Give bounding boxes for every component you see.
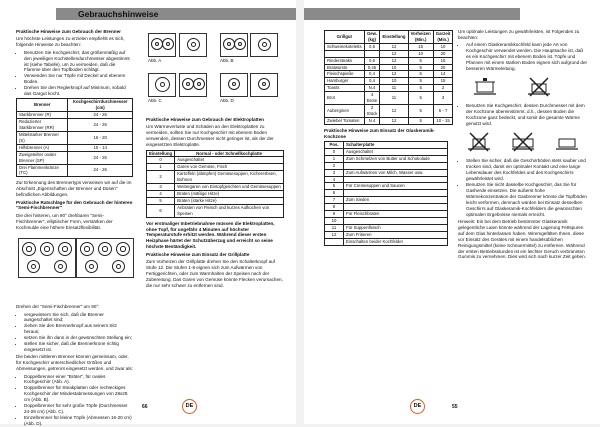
table-cell: 5: [408, 117, 433, 124]
table-cell: 12: [380, 43, 408, 50]
pot-correct-icon: [554, 130, 580, 152]
pot-figures-row: [458, 73, 588, 103]
table-row: [325, 231, 448, 238]
right-column-2: [458, 29, 588, 381]
page-number: 55: [452, 404, 458, 410]
table-row: [147, 190, 284, 197]
table-cell: Zwiebel Tomaten: [325, 117, 365, 124]
table-cell: Hilfsbrenner (A): [17, 144, 68, 151]
figure-b2: [250, 33, 278, 57]
paragraph: Zum Vorheizen der Grillplatte drehen Sie den Schalterknopf auf Stufe 12. Die Stufen 1-8 eignen sich zum Aufwärmen von Fertiggerichten, oder zum Warmhalten der Speisen nach der Zubereitung. Das Garen von Gemüse könnte Flecken verursachen, die nur sehr schwer zu entfernen sind.: [146, 259, 283, 288]
grill-table: [324, 30, 453, 125]
table-cell: 0: [147, 157, 175, 164]
table-row: [325, 217, 448, 224]
table-cell: Ausgeschaltet: [175, 157, 284, 164]
table-cell: 10: [380, 78, 408, 85]
section-heading: Praktische Hinweise zum Gebrauch der Elektroplatten: [146, 117, 264, 122]
section-heading: Praktische Hinweise zum Einsatz der Glaskeramik-Kochzone: [324, 127, 435, 139]
table-cell: Zum Fritieren: [344, 231, 448, 238]
table-row: [325, 197, 448, 204]
table-row: [17, 164, 133, 177]
table-row: [17, 151, 133, 164]
paragraph: Um höchste Leistungen zu erzielen empfiehlt es sich, folgende Hinweise zu beachten:: [16, 36, 125, 48]
table-row: [325, 224, 448, 231]
table-header-cell: Brenner: [17, 99, 68, 112]
figure-c2: [179, 73, 207, 97]
table-cell: 3: [433, 92, 453, 105]
table-cell: 5: [408, 71, 433, 78]
burner-icon: [22, 242, 36, 256]
table-cell: 24 - 26: [68, 119, 133, 132]
table-header-cell: Garzeit (Min.): [433, 31, 453, 44]
table-cell: Weitergaren von Eintopfgerichten und Gemüsesuppen: [175, 184, 284, 191]
table-cell: Zweigeteilter ovaler Brenner (SP): [17, 151, 68, 164]
table-cell: Anbraten von Fleisch und kurzes Aufkochen von Speisen: [175, 204, 284, 217]
header-bar: [56, 8, 296, 20]
pot-incorrect-icon: [510, 130, 536, 152]
paragraph: Die beiden mittleren Brenner können gemeinsam, oder, für Kochgeschirr unterschiedlicher Größen und Abmessungen, getrennt eingesetzt werden, und zwar als:: [16, 354, 133, 372]
pot-correct-icon: [472, 75, 498, 97]
burner-icon: [116, 242, 130, 256]
table-cell: 10 - 15: [433, 117, 453, 124]
table-cell: Fleischspieße: [325, 71, 365, 78]
list-item: • Stellen Sie sicher, daß die Geschirrböden stets sauber und trocken sind, damit ein optimaler Kontakt und eine lange Lebensdauer des Kochfeldes und des Kochgeschirrs gewährleistet wird.: [466, 158, 588, 182]
table-cell: 10: [380, 64, 408, 71]
ceramic-table: [324, 141, 448, 246]
table-cell: 2 Stück: [364, 104, 380, 117]
pot-incorrect-icon: [526, 75, 552, 97]
table-cell: 5: [408, 64, 433, 71]
header-bar: [304, 8, 520, 20]
table-cell: 5: [408, 57, 433, 64]
table-cell: 2: [433, 85, 453, 92]
list-item: • Auf einem Glaskeramikkochfeld kann jede Art von Kochgeschirr verwendet werden. Die Hauptsache ist, daß es ein Kochgeschirr mit ebenem Boden ist. Töpfe und Pfannen mit einem starken Boden eignen sich aufgrund der besseren Wärmeleitung.: [466, 42, 588, 72]
table-cell: 12: [380, 104, 408, 117]
list-item: • Doppelbrenner einer "Bräter", für ovales Kochgeschirr (Abb. A).: [24, 374, 133, 386]
bullet-list: [458, 42, 588, 72]
bullet-list: [458, 158, 588, 217]
table-cell: 15: [433, 78, 453, 85]
list-item: • Einzelbrenner für kleine Töpfe (Abmessen 16-20 cm) (Abb. D).: [24, 415, 133, 427]
table-header-cell: Vorheizen (Min.): [408, 31, 433, 44]
list-item: • Benutzen Sie Kochgeschirr, dessen Durchmesser mit dem der Kochzone übereinstimmt, d.h., dessen Boden die Kochzone ganz bedeckt, und somit die gesamte Wärme genutzt wird.: [466, 103, 588, 127]
figure-label: Abb. D: [220, 98, 234, 103]
burner-icon: [58, 242, 72, 256]
table-row: [325, 117, 453, 124]
table-cell: 20: [433, 64, 453, 71]
table-cell: Zum Sieden: [344, 197, 448, 204]
burner-icon: [40, 242, 54, 256]
table-row: [147, 184, 284, 191]
page-header: Gebrauchshinweise: [78, 9, 159, 19]
table-row: [325, 71, 453, 78]
table-row: [147, 204, 284, 217]
table-row: [325, 43, 453, 50]
table-cell: Starkbrenner (R): [17, 112, 68, 119]
table-cell: Rindersteaks: [325, 57, 365, 64]
hotplate-table: [146, 150, 284, 218]
pot-incorrect-icon: [466, 130, 492, 152]
table-cell: 20: [433, 50, 453, 57]
burner-icon: [187, 38, 200, 51]
table-cell: 10: [408, 50, 433, 57]
bullet-list: [16, 312, 133, 353]
table-cell: 5: [408, 104, 433, 117]
table-cell: [344, 190, 448, 197]
table-row: [325, 104, 453, 117]
table-header-cell: Gew. (kg): [364, 31, 380, 44]
list-item: • Verwenden Sie nur Töpfe mit Deckel und ebenem Boden.: [24, 73, 133, 85]
figure-d2: [250, 73, 278, 97]
table-cell: 10 - 14: [68, 144, 133, 151]
table-cell: [344, 204, 448, 211]
burner-icon: [193, 78, 205, 90]
language-badge: DE: [410, 399, 425, 414]
left-column-2: [146, 29, 284, 381]
table-cell: Schweinekoteletts: [325, 43, 365, 50]
table-cell: 3: [147, 184, 175, 191]
table-cell: 0,6: [364, 57, 380, 64]
paragraph: Drehen der "Semi-Fischbrenner" um 90°:: [16, 304, 100, 310]
table-cell: Einschalten beider Kochfelder: [344, 238, 448, 245]
table-cell: 6: [325, 190, 344, 197]
table-cell: [344, 217, 448, 224]
table-cell: 0,4: [364, 78, 380, 85]
burner-icon: [54, 260, 67, 273]
table-row: [147, 197, 284, 204]
bullet-list: [16, 374, 133, 427]
table-cell: 2: [325, 162, 344, 169]
table-cell: Hamburger: [325, 78, 365, 85]
table-header-cell: Grillgut: [325, 31, 365, 44]
table-cell: 6: [147, 204, 175, 217]
list-item: • Benutzen Sie nicht dasselbe Kochgeschirr, das Sie für Gasherde einsetzen. Die äußerst hohe Wärmekonzentration der Gasbrenner könnte die Topfböden leicht verformen, demnach würden bei Einsatz desselben Geschirrs auf Glaskeramik-Kochfeldern die gewünschten optimalen Ergebnisse niemals erreicht.: [466, 182, 588, 217]
burner-figures: [146, 29, 284, 117]
right-page: [304, 0, 600, 424]
left-column-1: [16, 29, 133, 426]
table-cell: 12: [380, 71, 408, 78]
table-header-cell: Normal - oder Schnellkochplatte: [175, 150, 284, 157]
table-cell: 0,4: [364, 71, 380, 78]
table-row: [325, 57, 453, 64]
burner-table: [16, 98, 133, 177]
bullet-list: [458, 103, 588, 127]
page-number: 66: [142, 404, 148, 410]
table-row: [325, 85, 453, 92]
table-row: [17, 144, 133, 151]
burner-icon: [258, 78, 270, 90]
table-cell: Kartoffeln (dämpfen) Gemüsesuppen, Kichererbsen, Bohnen: [175, 171, 284, 184]
table-row: [325, 50, 453, 57]
burner-icon: [27, 260, 40, 273]
table-header-row: [147, 150, 284, 157]
table-cell: [325, 238, 344, 245]
table-cell: Garen von Gemüse, Fisch: [175, 164, 284, 171]
table-cell: 5: [325, 183, 344, 190]
table-row: [325, 211, 448, 218]
table-cell: 4: [147, 190, 175, 197]
table-cell: 7: [325, 197, 344, 204]
paragraph: Um Wärmeverluste und Schäden an den Elektroplatten zu vermeiden, sollten Sie nur Kochgeschirr mit ebenem Boden verwenden, dessen Durchmesser nicht geringer ist, als der der eingesetzten Elektroplatte.: [146, 124, 274, 148]
table-row: [325, 169, 448, 176]
table-header-cell: Einstellung: [380, 31, 408, 44]
table-cell: 5: [408, 92, 433, 105]
table-cell: 15: [433, 57, 453, 64]
table-header-row: [325, 142, 448, 149]
table-row: [325, 155, 448, 162]
table-cell: 24 - 26: [68, 151, 133, 164]
list-item: • stellen Sie sicher, daß die Brennerkrone richtig eingesetzt ist.: [24, 341, 133, 353]
table-cell: N.4: [364, 85, 380, 92]
table-cell: 5: [147, 197, 175, 204]
hob-figure: [18, 238, 76, 278]
table-cell: [344, 162, 448, 169]
table-row: [325, 183, 448, 190]
burner-icon: [162, 38, 174, 50]
list-item: • Doppelbrenner für Steakplatten oder rechteckiges Kochgeschirr der Mindestabmessungen von 28x28 cm (Abb. B).: [24, 385, 133, 403]
table-cell: Drei Flammenkränze (TC): [17, 164, 68, 177]
table-cell: 14: [433, 71, 453, 78]
table-header-cell: Pos.: [325, 142, 344, 149]
table-cell: Bratwürste: [325, 64, 365, 71]
table-row: [147, 171, 284, 184]
table-cell: 5 - 7: [433, 104, 453, 117]
table-row: [325, 176, 448, 183]
list-item: • vergewissern Sie sich, daß die Brenner ausgeschaltet sind;: [24, 312, 133, 324]
table-cell: Mittelstarker Brenner (S): [17, 132, 68, 145]
table-cell: 24 - 26: [68, 112, 133, 119]
table-cell: 4: [325, 176, 344, 183]
figure-a: [148, 33, 176, 57]
table-cell: 16 - 20: [68, 132, 133, 145]
list-item: • Benutzen Sie Kochgeschirr, das größenmäßig auf den jeweiligen Kochstellendurchmesser abgestimmt ist (siehe Tabelle), um zu vermeiden, daß die Flamme über den Topfboden schlägt.: [24, 50, 133, 74]
paragraph: Um optimale Leistungen zu gewährleisten, ist Folgendes zu beachten:: [458, 29, 580, 40]
language-badge: DE: [182, 399, 197, 414]
table-cell: 12: [325, 231, 344, 238]
figure-d: [220, 73, 248, 97]
bullet-list: [16, 50, 133, 97]
table-cell: Für Cremesuppen und Saucen: [344, 183, 448, 190]
table-cell: 10: [325, 217, 344, 224]
table-cell: 24 - 26: [68, 164, 133, 177]
burner-icon: [228, 78, 240, 90]
table-row: [17, 132, 133, 145]
table-row: [325, 92, 453, 105]
table-cell: 11: [325, 224, 344, 231]
table-cell: 3: [325, 169, 344, 176]
hob-figure: [76, 238, 134, 278]
table-cell: 0: [325, 148, 344, 155]
table-row: [325, 78, 453, 85]
table-row: [325, 162, 448, 169]
table-header-row: [17, 99, 133, 112]
table-cell: 0,45: [364, 64, 380, 71]
table-cell: 5: [408, 78, 433, 85]
table-header-row: [325, 31, 453, 44]
section-heading: Praktische Hinweise zum Einsatz der Grillplatte: [146, 251, 250, 257]
paragraph: Die drei hinteren, um 90° drehbaren "Semi-Fischbrenner", elliptischer Form, verstärken der Kochmulde eine höhere Einsatzflexibilität.: [16, 212, 113, 230]
table-cell: Für Suppenfleisch: [344, 224, 448, 231]
burner-icon: [98, 242, 112, 256]
table-cell: Brot: [325, 92, 365, 105]
burner-icon: [258, 38, 271, 51]
table-cell: Braten (starke Hitze): [175, 197, 284, 204]
table-row: [17, 112, 133, 119]
table-cell: Für Fleischbraten: [344, 211, 448, 218]
hob-figure-area: [16, 232, 133, 304]
paragraph: Vor erstmaliger Inbetriebnahme müssen die Elektroplatten, ohne Topf, für ungefähr 4 Minuten auf höchster Temperaturstufe erhitzt werden. Während dieser ersten Heizphase härtet der Schutzüberzug und erreicht so seine höchste Beständigkeit.: [146, 220, 275, 250]
table-row: [325, 238, 448, 245]
table-cell: Toasts: [325, 85, 365, 92]
table-cell: 4 Brote: [364, 92, 380, 105]
figure-a2: [179, 33, 207, 57]
table-cell: 5: [408, 85, 433, 92]
table-cell: 1: [325, 155, 344, 162]
table-header-cell: Einstellung: [147, 150, 175, 157]
left-page: [0, 0, 296, 424]
table-cell: Zum Schmelzen von Butter und Schokolade: [344, 155, 448, 162]
table-cell: 1: [147, 164, 175, 171]
table-cell: 9: [325, 211, 344, 218]
table-cell: 2: [147, 171, 175, 184]
burner-icon: [80, 242, 94, 256]
table-row: [325, 64, 453, 71]
table-cell: [325, 50, 365, 57]
figure-label: Abb. B: [220, 58, 234, 63]
table-row: [325, 204, 448, 211]
table-cell: 0,5: [364, 43, 380, 50]
burner-icon: [234, 38, 246, 50]
table-cell: 12: [380, 57, 408, 64]
table-cell: Braten (mäßige Hitze): [175, 190, 284, 197]
pot-figures-row: [458, 128, 588, 158]
table-row: [325, 148, 448, 155]
table-header-cell: Schalterplatte: [344, 142, 448, 149]
burner-icon: [155, 77, 170, 92]
table-cell: 11: [380, 92, 408, 105]
table-cell: N.4: [364, 117, 380, 124]
table-cell: Zum Aufwärmen von Milch, Wasser usw.: [344, 169, 448, 176]
table-cell: 15: [408, 43, 433, 50]
table-cell: Reduzierter Starkbrenner (RR): [17, 119, 68, 132]
table-cell: 11: [380, 85, 408, 92]
section-heading: Praktische Ratschläge für den Gebrauch der hinteren "Semi-Fischbrenner": [16, 199, 133, 211]
table-cell: 12: [380, 50, 408, 57]
table-cell: [344, 176, 448, 183]
burner-icon: [112, 260, 125, 273]
figure-label: Abb. C: [148, 98, 162, 103]
list-item: • Drehen Sie den Reglerknopf auf Minimum, sobald das Gargut kocht.: [24, 85, 133, 97]
paragraph: Hinweis: Ein bei dem Betrieb bestimmter Glaskeramik gelegentliche Laien könnte während der Lagerung Fettspuren auf dem Glas hinterlassen haben. Wiremgefälten Ihnen, diese vor Einsatz des Gerätes mit einem handelsüblichen Reinigungsmittel (keine Scheuermittel) zu entfernen. Während der ersten Betriebsstunden ist ein leichter Geruch verbrannten Gummis zu vernehmen. Dies wird sich nach kurzer Zeit geben.: [458, 219, 586, 260]
section-heading: Praktische Hinweise zum Gebrauch der Brenner: [16, 29, 121, 34]
burner-icon: [85, 260, 98, 273]
table-row: [17, 119, 133, 132]
figure-c: [148, 73, 176, 97]
table-cell: 12: [380, 117, 408, 124]
paragraph: Zur Erkennung des Brennertyps verweisen wir auf die im Abschnitt „Eigenschaften der Brenner und Düsen" befindlichen Abbildungen.: [16, 180, 132, 198]
table-header-cell: Kochgeschirrdurchmesser (cm): [68, 99, 133, 112]
table-row: [147, 157, 284, 164]
right-column-1: [324, 29, 451, 381]
list-item: • ziehen Sie den Brennerknopf aus seinem Sitz heraus;: [24, 323, 133, 335]
table-cell: [364, 50, 380, 57]
figure-b: [220, 33, 248, 57]
table-cell: 8: [325, 204, 344, 211]
list-item: • setzen Sie ihn dann in der gewünschten Stellung ein;: [24, 335, 133, 341]
table-row: [325, 190, 448, 197]
list-item: • Doppelbrenner für sehr große Töpfe (Durchmesser 24-28 cm) (Abb. C).: [24, 403, 133, 415]
table-cell: Ausgeschaltet: [344, 148, 448, 155]
table-row: [147, 164, 284, 171]
figure-label: Abb. A: [148, 58, 162, 63]
table-cell: Auberginen: [325, 104, 365, 117]
table-cell: 10: [433, 43, 453, 50]
